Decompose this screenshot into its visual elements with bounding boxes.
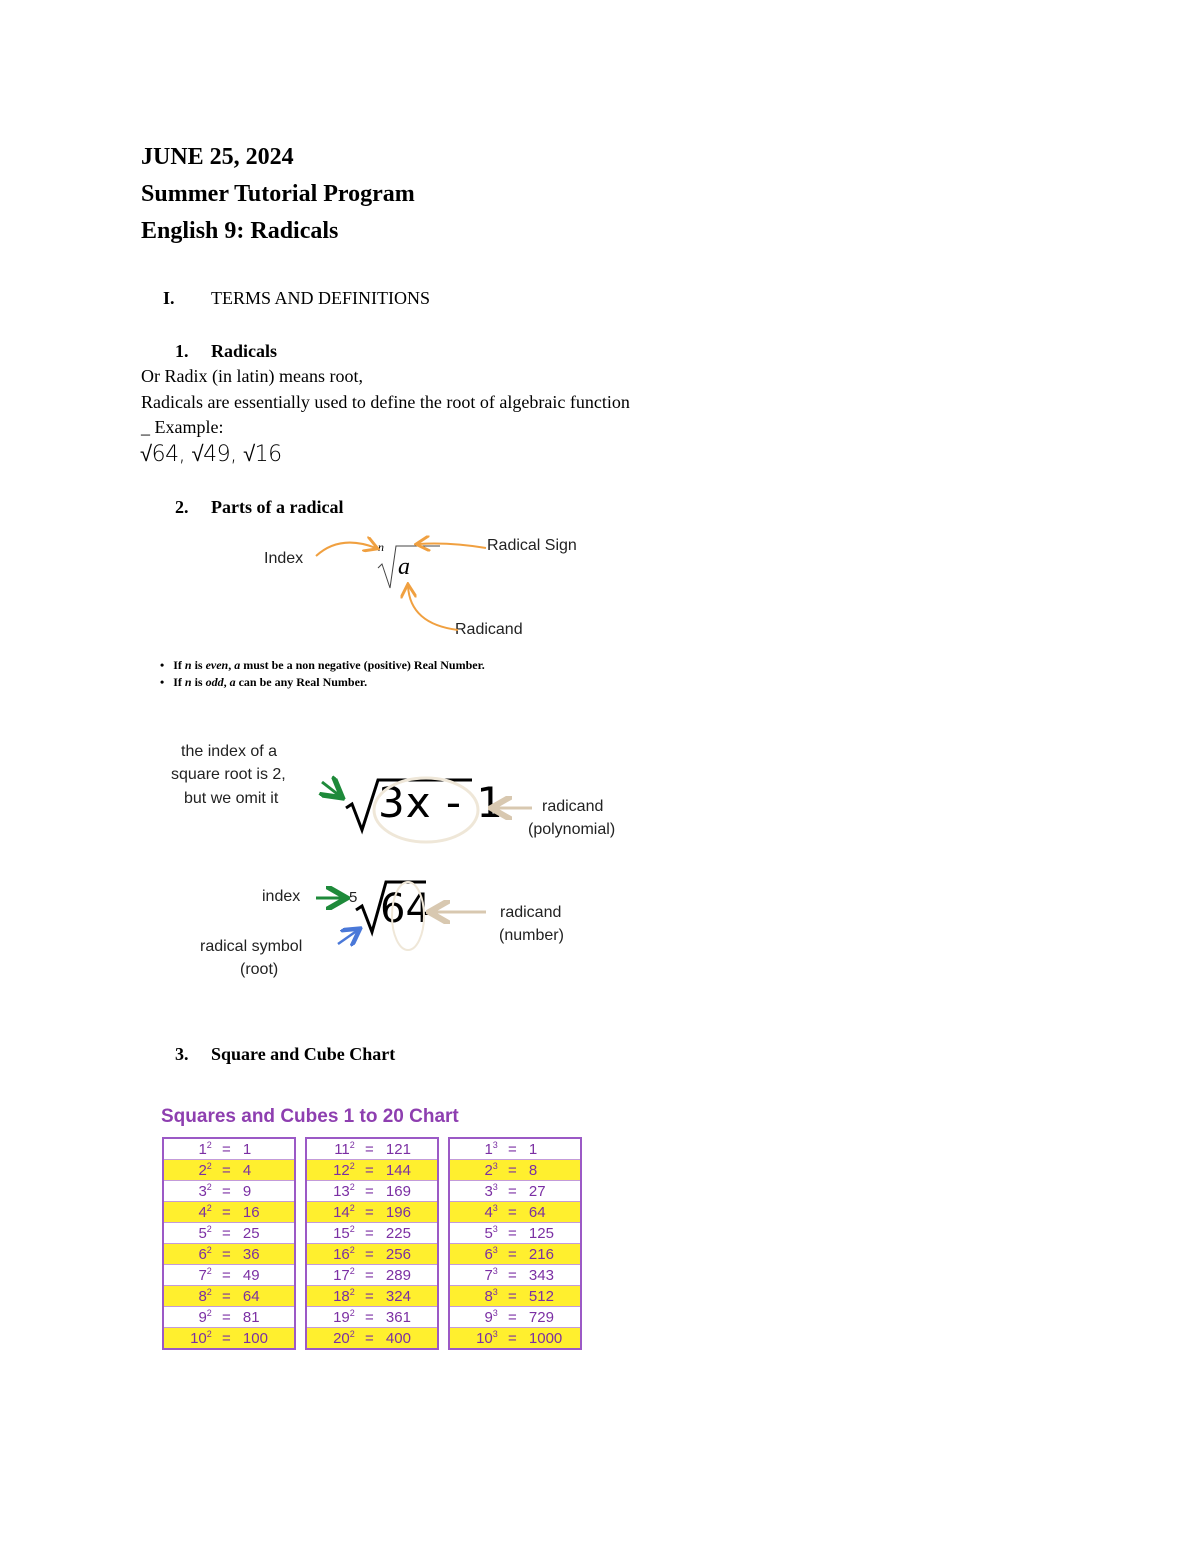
table-row	[306, 1286, 438, 1307]
power-cell: $20^2$	[306, 1328, 359, 1350]
item-text-line: Radicals are essentially used to define the root of algebraic function	[141, 392, 630, 412]
index-value: 5	[349, 889, 358, 906]
power-cell: $7^2$	[163, 1265, 216, 1286]
equals-cell: =	[502, 1202, 523, 1223]
power-cell: $5^2$	[163, 1223, 216, 1244]
equals-cell: =	[502, 1328, 523, 1350]
equals-cell: =	[502, 1223, 523, 1244]
power-cell: $11^2$	[306, 1138, 359, 1160]
item-title: Parts of a radical	[211, 497, 344, 517]
table-row	[449, 1160, 581, 1181]
item-number: 2.	[175, 497, 189, 517]
power-cell: $1^2$	[163, 1138, 216, 1160]
power-cell: $12^2$	[306, 1160, 359, 1181]
table-row	[163, 1160, 295, 1181]
value-cell: 49	[237, 1265, 295, 1286]
equals-cell: =	[359, 1202, 380, 1223]
equals-cell: =	[216, 1138, 237, 1160]
value-cell: 1	[237, 1138, 295, 1160]
equals-cell: =	[359, 1265, 380, 1286]
item-number: 1.	[175, 341, 189, 361]
equals-cell: =	[359, 1328, 380, 1350]
example-value: √64, √49, √16	[140, 442, 282, 467]
table-row	[306, 1307, 438, 1328]
equals-cell: =	[502, 1286, 523, 1307]
equals-cell: =	[216, 1244, 237, 1265]
value-cell: 1	[523, 1138, 581, 1160]
equals-cell: =	[216, 1286, 237, 1307]
equals-cell: =	[216, 1160, 237, 1181]
value-cell: 25	[237, 1223, 295, 1244]
power-cell: $3^2$	[163, 1181, 216, 1202]
equals-cell: =	[502, 1138, 523, 1160]
value-cell: 100	[237, 1328, 295, 1350]
power-cell: $2^3$	[449, 1160, 502, 1181]
value-cell: 324	[380, 1286, 438, 1307]
expression-polynomial: 3x - 1	[378, 778, 505, 827]
index-note-line: the index of a	[181, 743, 278, 760]
value-cell: 125	[523, 1223, 581, 1244]
table-row	[306, 1265, 438, 1286]
bullet-icon: •	[160, 675, 174, 689]
value-cell: 289	[380, 1265, 438, 1286]
radicand-ring-polynomial	[374, 778, 478, 842]
section-title: TERMS AND DEFINITIONS	[211, 288, 431, 308]
example-label: _ Example:	[141, 417, 224, 437]
power-cell: $13^2$	[306, 1181, 359, 1202]
squares-table-1-10	[162, 1137, 296, 1350]
equals-cell: =	[502, 1244, 523, 1265]
table-row	[306, 1138, 438, 1160]
power-cell: $16^2$	[306, 1244, 359, 1265]
value-cell: 144	[380, 1160, 438, 1181]
table-row	[163, 1138, 295, 1160]
power-cell: $9^3$	[449, 1307, 502, 1328]
power-cell: $6^3$	[449, 1244, 502, 1265]
value-cell: 400	[380, 1328, 438, 1350]
value-cell: 1000	[523, 1328, 581, 1350]
table-row	[163, 1223, 295, 1244]
program-title: Summer Tutorial Program	[141, 181, 415, 207]
table-row	[163, 1181, 295, 1202]
table-row	[163, 1244, 295, 1265]
section-numeral: I.	[163, 288, 175, 308]
item-title: Radicals	[211, 341, 278, 361]
power-cell: $18^2$	[306, 1286, 359, 1307]
item-number: 3.	[175, 1044, 189, 1064]
value-cell: 4	[237, 1160, 295, 1181]
value-cell: 343	[523, 1265, 581, 1286]
equals-cell: =	[216, 1328, 237, 1350]
radical-sign-number	[356, 882, 426, 932]
table-row	[306, 1244, 438, 1265]
table-row	[163, 1307, 295, 1328]
equals-cell: =	[359, 1307, 380, 1328]
power-cell: $2^2$	[163, 1160, 216, 1181]
equals-cell: =	[359, 1286, 380, 1307]
power-cell: $8^2$	[163, 1286, 216, 1307]
radicand-number-type: (number)	[499, 927, 564, 944]
table-row	[449, 1223, 581, 1244]
table-row	[449, 1138, 581, 1160]
value-cell: 16	[237, 1202, 295, 1223]
rule-bullet-1: • If n is even, a must be a non negative (positive) Real Number.	[160, 658, 485, 672]
value-cell: 225	[380, 1223, 438, 1244]
table-row	[449, 1244, 581, 1265]
rule-bullet-2: • If n is odd, a can be any Real Number.	[160, 675, 368, 689]
value-cell: 27	[523, 1181, 581, 1202]
squares-table-11-20	[305, 1137, 439, 1350]
equals-cell: =	[359, 1223, 380, 1244]
power-cell: $19^2$	[306, 1307, 359, 1328]
table-row	[306, 1328, 438, 1350]
radicand-number-label: radicand	[500, 904, 562, 921]
value-cell: 81	[237, 1307, 295, 1328]
equals-cell: =	[502, 1160, 523, 1181]
equals-cell: =	[216, 1265, 237, 1286]
power-cell: $14^2$	[306, 1202, 359, 1223]
power-cell: $17^2$	[306, 1265, 359, 1286]
radical-sign-label: Radical Sign	[487, 537, 577, 554]
value-cell: 256	[380, 1244, 438, 1265]
power-cell: $10^3$	[449, 1328, 502, 1350]
equals-cell: =	[216, 1202, 237, 1223]
equals-cell: =	[216, 1223, 237, 1244]
value-cell: 216	[523, 1244, 581, 1265]
value-cell: 121	[380, 1138, 438, 1160]
equals-cell: =	[502, 1181, 523, 1202]
table-row	[449, 1328, 581, 1350]
radical-diagram-graphic	[300, 530, 500, 640]
index-note-line: but we omit it	[184, 790, 279, 807]
cubes-table-1-10	[448, 1137, 582, 1350]
radicand-ring-number	[392, 882, 424, 950]
chart-title: Squares and Cubes 1 to 20 Chart	[161, 1106, 459, 1127]
value-cell: 169	[380, 1181, 438, 1202]
table-row	[449, 1265, 581, 1286]
value-cell: 729	[523, 1307, 581, 1328]
table-row	[449, 1286, 581, 1307]
power-cell: $9^2$	[163, 1307, 216, 1328]
power-cell: $10^2$	[163, 1328, 216, 1350]
radicand-polynomial-type: (polynomial)	[528, 821, 616, 838]
power-cell: $7^3$	[449, 1265, 502, 1286]
value-cell: 64	[523, 1202, 581, 1223]
equals-cell: =	[216, 1307, 237, 1328]
radicand-symbol: a	[398, 554, 410, 580]
table-row	[163, 1328, 295, 1350]
value-cell: 8	[523, 1160, 581, 1181]
table-row	[163, 1286, 295, 1307]
index-arrow	[316, 543, 376, 556]
expression-number: 64	[380, 886, 431, 932]
power-cell: $15^2$	[306, 1223, 359, 1244]
radical-sign-shape	[378, 546, 440, 588]
blue-arrow	[338, 930, 358, 944]
table-row	[306, 1223, 438, 1244]
table-row	[449, 1181, 581, 1202]
table-row	[163, 1265, 295, 1286]
value-cell: 64	[237, 1286, 295, 1307]
value-cell: 36	[237, 1244, 295, 1265]
green-arrow-1	[322, 782, 340, 796]
subject-title: English 9: Radicals	[141, 218, 339, 244]
power-cell: $6^2$	[163, 1244, 216, 1265]
power-cell: $3^3$	[449, 1181, 502, 1202]
document-date: JUNE 25, 2024	[141, 144, 294, 170]
radical-symbol-label: radical symbol	[200, 938, 303, 955]
equals-cell: =	[216, 1181, 237, 1202]
index-label-2: index	[262, 888, 301, 905]
table-row	[163, 1202, 295, 1223]
radical-symbol-sub: (root)	[240, 961, 279, 978]
table-row	[306, 1160, 438, 1181]
power-cell: $4^3$	[449, 1202, 502, 1223]
radical-sign-polynomial	[346, 780, 472, 830]
power-cell: $1^3$	[449, 1138, 502, 1160]
bullet-icon: •	[160, 658, 174, 672]
equals-cell: =	[502, 1307, 523, 1328]
table-row	[449, 1202, 581, 1223]
equals-cell: =	[359, 1138, 380, 1160]
power-cell: $5^3$	[449, 1223, 502, 1244]
item-title: Square and Cube Chart	[211, 1044, 396, 1064]
equals-cell: =	[359, 1160, 380, 1181]
table-row	[306, 1202, 438, 1223]
equals-cell: =	[359, 1181, 380, 1202]
value-cell: 9	[237, 1181, 295, 1202]
power-cell: $4^2$	[163, 1202, 216, 1223]
radicand-polynomial-label: radicand	[542, 798, 604, 815]
table-row	[449, 1307, 581, 1328]
radicand-arrow	[408, 586, 458, 630]
value-cell: 196	[380, 1202, 438, 1223]
radicand-label: Radicand	[455, 621, 523, 638]
item-text-line: Or Radix (in latin) means root,	[141, 366, 363, 386]
power-cell: $8^3$	[449, 1286, 502, 1307]
radical-examples-graphic	[300, 770, 560, 960]
value-cell: 361	[380, 1307, 438, 1328]
equals-cell: =	[502, 1265, 523, 1286]
index-label: Index	[264, 550, 304, 567]
table-row	[306, 1181, 438, 1202]
index-note-line: square root is 2,	[171, 766, 286, 783]
index-symbol: n	[378, 540, 384, 554]
value-cell: 512	[523, 1286, 581, 1307]
equals-cell: =	[359, 1244, 380, 1265]
